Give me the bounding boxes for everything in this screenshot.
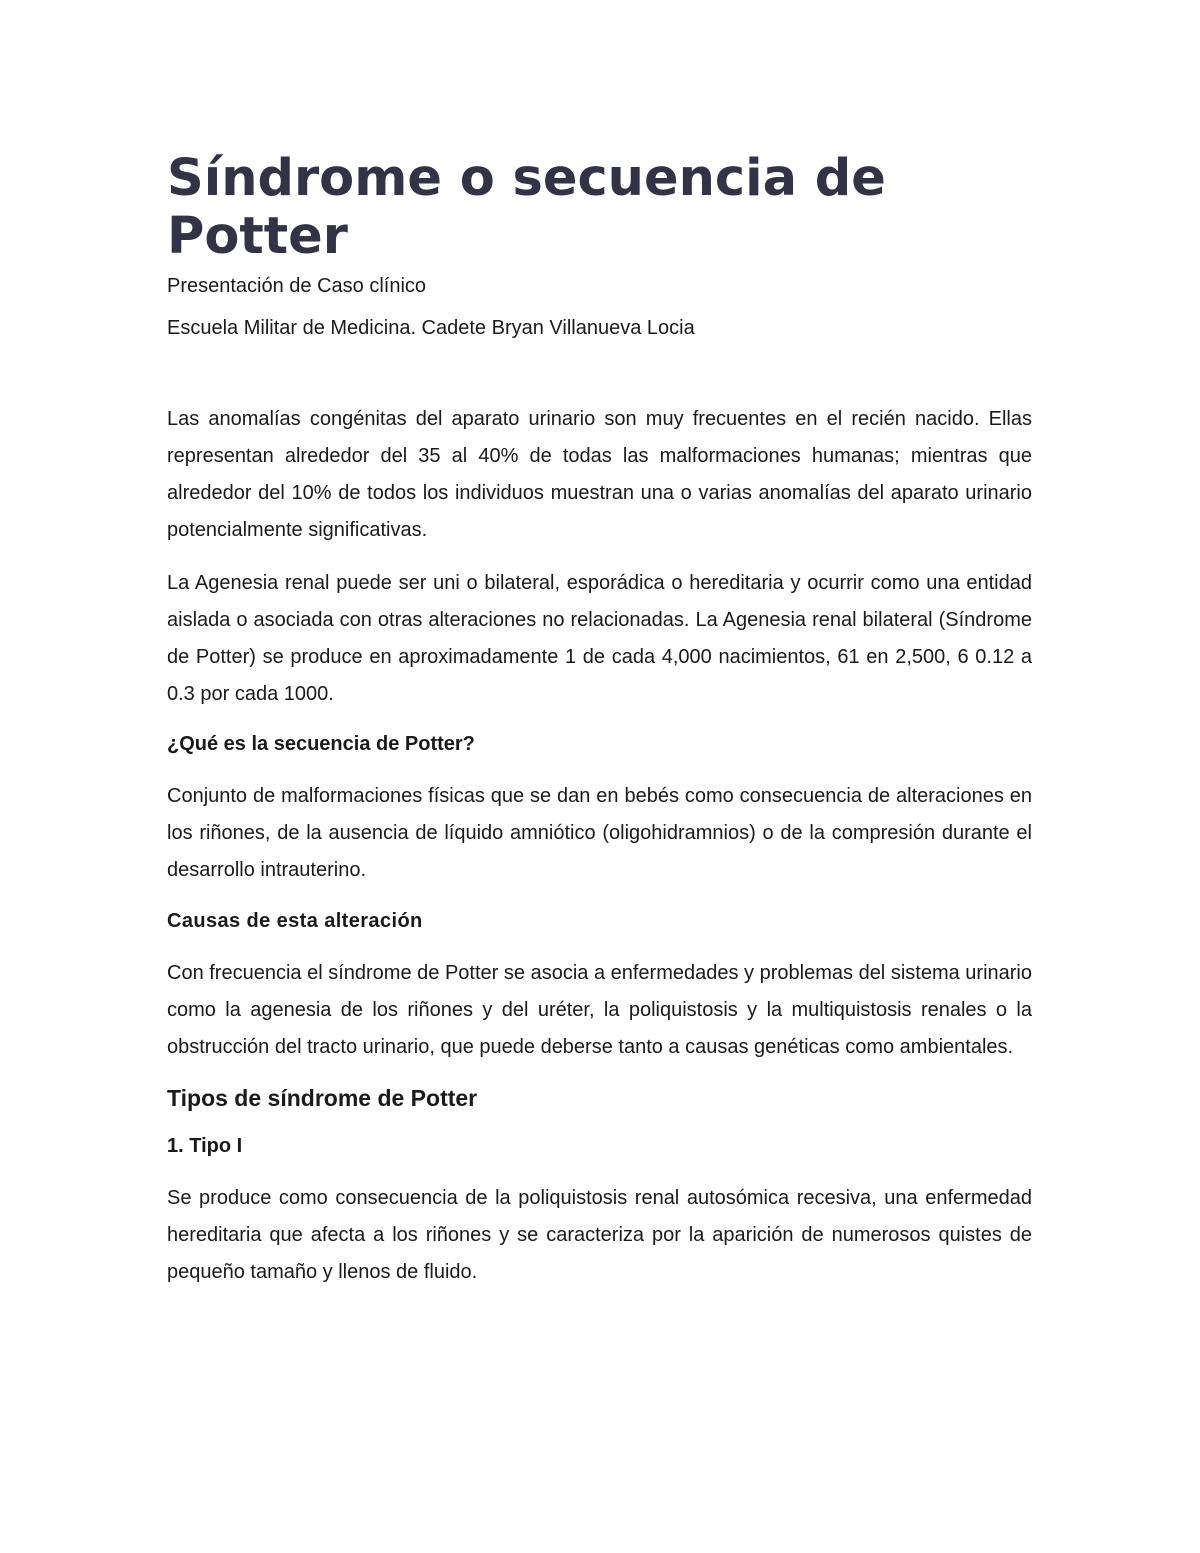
question-heading: ¿Qué es la secuencia de Potter? bbox=[167, 733, 475, 755]
document-content bbox=[167, 150, 1032, 1291]
type1-paragraph: Se produce como consecuencia de la poliquistosis renal autosómica recesiva, una enfermedad hereditaria que afecta a los riñones y se caracteriza por la aparición de numerosos quistes de pequeño tamaño y llenos de fluido. bbox=[167, 1187, 1032, 1283]
document-institution: Escuela Militar de Medicina. Cadete Bryan Villanueva Locia bbox=[167, 317, 695, 339]
types-heading: Tipos de síndrome de Potter bbox=[167, 1085, 478, 1111]
causes-heading: Causas de esta alteración bbox=[167, 910, 423, 932]
intro-paragraph: Las anomalías congénitas del aparato urinario son muy frecuentes en el recién nacido. Ellas representan alrededor del 35 al 40% de todas las malformaciones humanas; mientras que alrededor del 10% de todos los individuos muestran una o varias anomalías del aparato urinario potencialmente significativas. bbox=[167, 408, 1032, 541]
agenesia-paragraph: La Agenesia renal puede ser uni o bilateral, esporádica o hereditaria y ocurrir como una entidad aislada o asociada con otras alteraciones no relacionadas. La Agenesia renal bilateral (Síndrome de Potter) se produce en aproximadamente 1 de cada 4,000 nacimientos, 61 en 2,500, 6 0.12 a 0.3 por cada 1000. bbox=[167, 572, 1032, 705]
document-title: Síndrome o secuencia de Potter bbox=[167, 149, 886, 266]
document-subtitle: Presentación de Caso clínico bbox=[167, 275, 427, 297]
question-answer-paragraph: Conjunto de malformaciones físicas que se dan en bebés como consecuencia de alteraciones en los riñones, de la ausencia de líquido amniótico (oligohidramnios) o de la compresión durante el desarrollo intrauterino. bbox=[167, 785, 1032, 881]
type1-heading: 1. Tipo I bbox=[167, 1135, 243, 1157]
causes-paragraph: Con frecuencia el síndrome de Potter se asocia a enfermedades y problemas del sistema urinario como la agenesia de los riñones y del uréter, la poliquistosis y la multiquistosis renales o la obstrucción del tracto urinario, que puede deberse tanto a causas genéticas como ambientales. bbox=[167, 962, 1032, 1058]
